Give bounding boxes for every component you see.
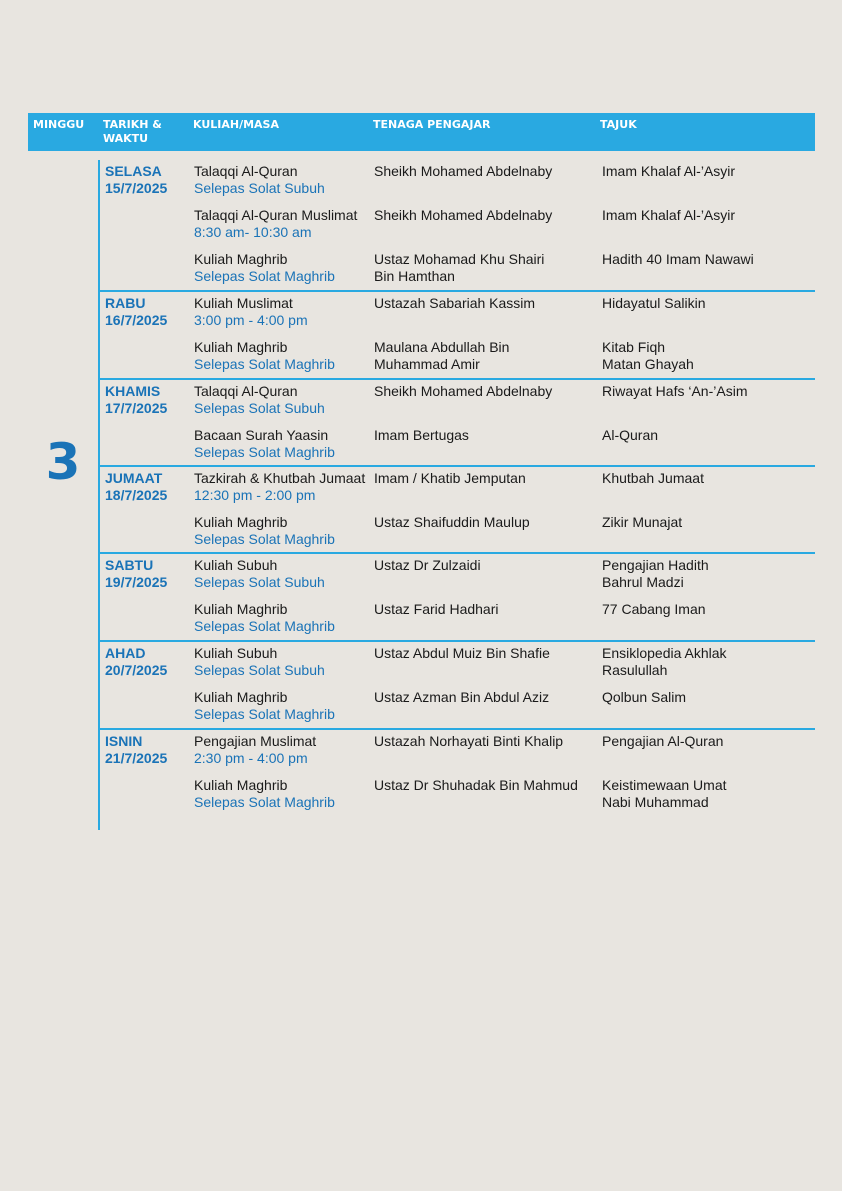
tajuk-cell xyxy=(602,251,754,268)
kuliah-cell xyxy=(194,470,365,504)
tenaga-line: Maulana Abdullah Bin xyxy=(374,339,510,355)
tajuk-line: Rasulullah xyxy=(602,662,668,678)
tenaga-cell xyxy=(374,163,552,180)
kuliah-time: Selepas Solat Maghrib xyxy=(194,706,335,722)
kuliah-time: Selepas Solat Maghrib xyxy=(194,356,335,372)
tenaga-cell xyxy=(374,470,526,487)
tajuk-line: Keistimewaan Umat xyxy=(602,777,727,793)
tajuk-line: Khutbah Jumaat xyxy=(602,470,704,486)
tenaga-line: Ustaz Azman Bin Abdul Aziz xyxy=(374,689,550,705)
tenaga-line: Ustazah Sabariah Kassim xyxy=(374,295,536,311)
tenaga-line: Imam / Khatib Jemputan xyxy=(374,470,526,486)
kuliah-name: Talaqqi Al-Quran Muslimat xyxy=(194,207,358,223)
day-block xyxy=(100,160,815,290)
day-block xyxy=(100,728,815,828)
schedule-row xyxy=(100,163,815,203)
day-block xyxy=(100,465,815,552)
tenaga-cell xyxy=(374,645,550,662)
tajuk-cell xyxy=(602,427,658,444)
kuliah-time: 8:30 am- 10:30 am xyxy=(194,224,312,240)
tajuk-line: Hadith 40 Imam Nawawi xyxy=(602,251,754,267)
header-kuliah: KULIAH/MASA xyxy=(193,118,279,131)
tajuk-line: Kitab Fiqh xyxy=(602,339,666,355)
kuliah-cell xyxy=(194,295,308,329)
kuliah-time: Selepas Solat Maghrib xyxy=(194,794,335,810)
day-date: 18/7/2025 xyxy=(105,487,168,503)
tajuk-cell xyxy=(602,557,709,591)
day-block xyxy=(100,378,815,465)
kuliah-time: Selepas Solat Subuh xyxy=(194,400,325,416)
tenaga-line: Ustaz Abdul Muiz Bin Shafie xyxy=(374,645,550,661)
tenaga-cell xyxy=(374,339,509,373)
tenaga-line: Sheikh Mohamed Abdelnaby xyxy=(374,163,553,179)
kuliah-name: Kuliah Maghrib xyxy=(194,777,288,793)
schedule-row xyxy=(100,339,815,379)
tajuk-cell xyxy=(602,339,694,373)
header-tajuk: TAJUK xyxy=(600,118,637,131)
schedule-row xyxy=(100,733,815,773)
tenaga-cell xyxy=(374,777,578,794)
tenaga-line: Sheikh Mohamed Abdelnaby xyxy=(374,207,553,223)
week-number: 3 xyxy=(45,433,81,491)
tajuk-line: Hidayatul Salikin xyxy=(602,295,706,311)
kuliah-time: Selepas Solat Subuh xyxy=(194,180,325,196)
schedule-row xyxy=(100,689,815,729)
day-block xyxy=(100,290,815,378)
day-date: 19/7/2025 xyxy=(105,574,168,590)
kuliah-name: Tazkirah & Khutbah Jumaat xyxy=(194,470,366,486)
day-name: SELASA xyxy=(105,163,162,179)
kuliah-cell xyxy=(194,557,325,591)
tenaga-line: Ustazah Norhayati Binti Khalip xyxy=(374,733,564,749)
tajuk-line: Imam Khalaf Al-’Asyir xyxy=(602,163,736,179)
tajuk-line: Matan Ghayah xyxy=(602,356,694,372)
kuliah-cell xyxy=(194,689,335,723)
tajuk-line: Zikir Munajat xyxy=(602,514,683,530)
tajuk-line: Bahrul Madzi xyxy=(602,574,684,590)
tenaga-line: Ustaz Mohamad Khu Shairi xyxy=(374,251,545,267)
kuliah-cell xyxy=(194,427,335,461)
kuliah-cell xyxy=(194,733,316,767)
tajuk-line: 77 Cabang Iman xyxy=(602,601,706,617)
tajuk-line: Riwayat Hafs ‘An-’Asim xyxy=(602,383,748,399)
schedule-row xyxy=(100,777,815,817)
kuliah-time: Selepas Solat Maghrib xyxy=(194,531,335,547)
kuliah-name: Kuliah Maghrib xyxy=(194,514,288,530)
schedule-row xyxy=(100,470,815,510)
tenaga-cell xyxy=(374,514,530,531)
tajuk-cell xyxy=(602,163,735,180)
schedule-row xyxy=(100,557,815,597)
kuliah-name: Talaqqi Al-Quran xyxy=(194,383,298,399)
tajuk-line: Pengajian Hadith xyxy=(602,557,709,573)
tajuk-line: Qolbun Salim xyxy=(602,689,687,705)
day-date: 15/7/2025 xyxy=(105,180,168,196)
kuliah-time: Selepas Solat Maghrib xyxy=(194,268,335,284)
kuliah-name: Kuliah Maghrib xyxy=(194,689,288,705)
kuliah-cell xyxy=(194,207,357,241)
day-block xyxy=(100,552,815,640)
tenaga-cell xyxy=(374,207,552,224)
tajuk-line: Pengajian Al-Quran xyxy=(602,733,724,749)
kuliah-time: Selepas Solat Subuh xyxy=(194,662,325,678)
header-minggu: MINGGU xyxy=(33,118,85,131)
schedule-row xyxy=(100,295,815,335)
tajuk-cell xyxy=(602,514,682,531)
kuliah-time: 12:30 pm - 2:00 pm xyxy=(194,487,316,503)
tajuk-cell xyxy=(602,689,686,706)
tenaga-cell xyxy=(374,601,499,618)
kuliah-cell xyxy=(194,645,325,679)
kuliah-cell xyxy=(194,163,325,197)
kuliah-name: Kuliah Muslimat xyxy=(194,295,293,311)
schedule-row xyxy=(100,427,815,467)
kuliah-time: 3:00 pm - 4:00 pm xyxy=(194,312,308,328)
day-date: 21/7/2025 xyxy=(105,750,168,766)
tajuk-cell xyxy=(602,207,735,224)
kuliah-name: Kuliah Maghrib xyxy=(194,251,288,267)
tenaga-line: Ustaz Dr Zulzaidi xyxy=(374,557,481,573)
kuliah-time: Selepas Solat Subuh xyxy=(194,574,325,590)
tenaga-line: Ustaz Shaifuddin Maulup xyxy=(374,514,530,530)
tenaga-cell xyxy=(374,733,563,750)
tenaga-line: Ustaz Farid Hadhari xyxy=(374,601,499,617)
day-name: RABU xyxy=(105,295,146,311)
kuliah-cell xyxy=(194,383,325,417)
kuliah-name: Kuliah Maghrib xyxy=(194,601,288,617)
kuliah-time: 2:30 pm - 4:00 pm xyxy=(194,750,308,766)
tajuk-line: Nabi Muhammad xyxy=(602,794,709,810)
tajuk-cell xyxy=(602,733,723,750)
tajuk-cell xyxy=(602,295,706,312)
schedule-row xyxy=(100,251,815,291)
kuliah-cell xyxy=(194,514,335,548)
day-name: KHAMIS xyxy=(105,383,161,399)
tenaga-cell xyxy=(374,689,549,706)
tenaga-cell xyxy=(374,383,552,400)
tajuk-cell xyxy=(602,383,747,400)
tenaga-line: Imam Bertugas xyxy=(374,427,469,443)
tenaga-cell xyxy=(374,427,469,444)
kuliah-name: Pengajian Muslimat xyxy=(194,733,317,749)
schedule-row xyxy=(100,383,815,423)
kuliah-name: Bacaan Surah Yaasin xyxy=(194,427,329,443)
tajuk-cell xyxy=(602,601,706,618)
tenaga-line: Ustaz Dr Shuhadak Bin Mahmud xyxy=(374,777,578,793)
table-header xyxy=(28,113,815,151)
kuliah-name: Kuliah Subuh xyxy=(194,645,278,661)
day-date: 16/7/2025 xyxy=(105,312,168,328)
kuliah-time: Selepas Solat Maghrib xyxy=(194,444,335,460)
tenaga-cell xyxy=(374,295,535,312)
kuliah-cell xyxy=(194,777,335,811)
schedule-row xyxy=(100,645,815,685)
schedule-row xyxy=(100,207,815,247)
day-date: 17/7/2025 xyxy=(105,400,168,416)
day-block xyxy=(100,640,815,728)
day-date: 20/7/2025 xyxy=(105,662,168,678)
kuliah-cell xyxy=(194,251,335,285)
header-tarikh: TARIKH & WAKTU xyxy=(103,118,162,145)
kuliah-name: Talaqqi Al-Quran xyxy=(194,163,298,179)
tajuk-line: Imam Khalaf Al-’Asyir xyxy=(602,207,736,223)
schedule-row xyxy=(100,601,815,641)
kuliah-name: Kuliah Maghrib xyxy=(194,339,288,355)
kuliah-name: Kuliah Subuh xyxy=(194,557,278,573)
tajuk-line: Al-Quran xyxy=(602,427,659,443)
tajuk-cell xyxy=(602,645,727,679)
kuliah-time: Selepas Solat Maghrib xyxy=(194,618,335,634)
day-name: JUMAAT xyxy=(105,470,163,486)
kuliah-cell xyxy=(194,601,335,635)
day-name: AHAD xyxy=(105,645,146,661)
kuliah-cell xyxy=(194,339,335,373)
tajuk-cell xyxy=(602,777,727,811)
tenaga-line: Sheikh Mohamed Abdelnaby xyxy=(374,383,553,399)
tenaga-cell xyxy=(374,557,481,574)
tajuk-line: Ensiklopedia Akhlak xyxy=(602,645,727,661)
day-name: SABTU xyxy=(105,557,154,573)
tenaga-line: Muhammad Amir xyxy=(374,356,480,372)
tenaga-line: Bin Hamthan xyxy=(374,268,455,284)
schedule-row xyxy=(100,514,815,554)
tajuk-cell xyxy=(602,470,704,487)
tenaga-cell xyxy=(374,251,544,285)
header-tenaga: TENAGA PENGAJAR xyxy=(373,118,491,131)
day-name: ISNIN xyxy=(105,733,143,749)
